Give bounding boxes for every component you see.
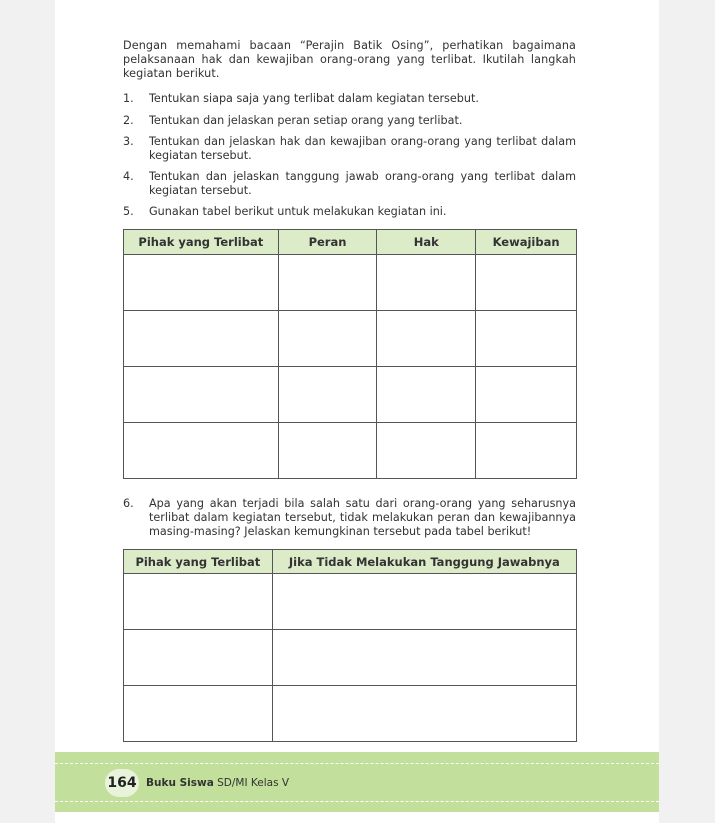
- item-number: 1.: [123, 92, 134, 105]
- table-cell[interactable]: [377, 255, 476, 311]
- table-cell[interactable]: [272, 686, 576, 742]
- item-number: 6.: [123, 497, 134, 510]
- book-title-bold: Buku Siswa: [146, 777, 214, 789]
- table-cell[interactable]: [476, 311, 577, 367]
- item-text: Gunakan tabel berikut untuk melakukan kegiatan ini.: [149, 205, 447, 218]
- table-cell[interactable]: [278, 255, 377, 311]
- table-cell[interactable]: [124, 423, 279, 479]
- instruction-list: [123, 92, 576, 227]
- table-cell[interactable]: [476, 255, 577, 311]
- page-footer: [55, 752, 659, 812]
- list-item: [123, 170, 576, 197]
- table-cell[interactable]: [377, 423, 476, 479]
- table-cell[interactable]: [124, 630, 273, 686]
- table-row: [124, 255, 577, 311]
- question-text: Apa yang akan terjadi bila salah satu dari orang-orang yang seharusnya terlibat dalam kegiatan tersebut, tidak melakukan peran dan kewajibannya masing-masing? Jelaskan kemungkinan tersebut pada tabel berikut!: [149, 497, 576, 538]
- table-row: [124, 311, 577, 367]
- header-pihak: Pihak yang Terlibat: [124, 550, 273, 574]
- table-cell[interactable]: [476, 423, 577, 479]
- book-title: [146, 777, 289, 789]
- consequence-table: [123, 549, 577, 742]
- table-cell[interactable]: [272, 574, 576, 630]
- table-cell[interactable]: [476, 367, 577, 423]
- page: [55, 0, 659, 823]
- table-cell[interactable]: [278, 367, 377, 423]
- item-text: Tentukan dan jelaskan tanggung jawab orang-orang yang terlibat dalam kegiatan tersebut.: [149, 170, 576, 197]
- table-cell[interactable]: [124, 255, 279, 311]
- table-cell[interactable]: [124, 367, 279, 423]
- table-cell[interactable]: [278, 311, 377, 367]
- table-cell[interactable]: [124, 686, 273, 742]
- intro-paragraph: Dengan memahami bacaan “Perajin Batik Osing”, perhatikan bagaimana pelaksanaan hak dan kewajiban orang-orang yang terlibat. Ikutilah langkah kegiatan berikut.: [123, 39, 576, 80]
- table-header-row: [124, 230, 577, 255]
- table-cell[interactable]: [272, 630, 576, 686]
- table-cell[interactable]: [377, 367, 476, 423]
- item-text: Tentukan dan jelaskan hak dan kewajiban orang-orang yang terlibat dalam kegiatan tersebut.: [149, 135, 576, 162]
- header-tanggung-jawab: Jika Tidak Melakukan Tanggung Jawabnya: [272, 550, 576, 574]
- list-item: [123, 135, 576, 162]
- table-row: [124, 367, 577, 423]
- table-row: [124, 686, 577, 742]
- footer-divider: [55, 801, 659, 802]
- item-number: 4.: [123, 170, 134, 183]
- table-row: [124, 574, 577, 630]
- table-row: [124, 423, 577, 479]
- item-number: 2.: [123, 113, 134, 127]
- table-header-row: [124, 550, 577, 574]
- footer-divider: [55, 763, 659, 764]
- question-6: [123, 497, 576, 539]
- table-row: [124, 630, 577, 686]
- header-hak: Hak: [377, 230, 476, 255]
- book-title-rest: SD/MI Kelas V: [213, 777, 290, 789]
- list-item: [123, 205, 576, 219]
- header-pihak: Pihak yang Terlibat: [124, 230, 279, 255]
- item-number: 5.: [123, 205, 134, 218]
- header-kewajiban: Kewajiban: [476, 230, 577, 255]
- page-number: 164: [105, 769, 139, 797]
- item-number: 3.: [123, 135, 134, 148]
- list-item: [123, 92, 576, 106]
- item-text: Tentukan dan jelaskan peran setiap orang yang terlibat.: [149, 113, 463, 127]
- table-cell[interactable]: [124, 574, 273, 630]
- header-peran: Peran: [278, 230, 377, 255]
- table-cell[interactable]: [124, 311, 279, 367]
- table-cell[interactable]: [278, 423, 377, 479]
- roles-table: [123, 229, 577, 479]
- list-item: [123, 114, 576, 128]
- table-cell[interactable]: [377, 311, 476, 367]
- item-text: Tentukan siapa saja yang terlibat dalam kegiatan tersebut.: [149, 92, 479, 105]
